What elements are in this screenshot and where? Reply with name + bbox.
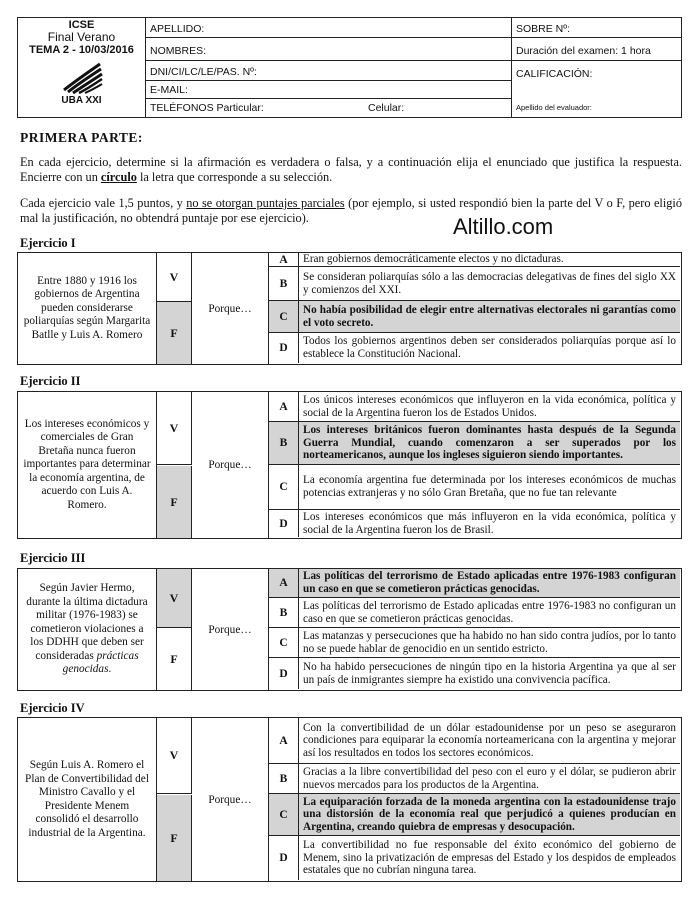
option-letter: D: [269, 510, 299, 537]
option-d[interactable]: [269, 658, 680, 689]
uba-xxi-logo-icon: [60, 60, 104, 94]
option-letter: A: [269, 718, 299, 763]
option-text-content: Se consideran poliarquías sólo a las democracias delegativas de fines del siglo XX y comienzos del XXI.: [303, 270, 676, 296]
section-title: PRIMERA PARTE:: [20, 130, 143, 145]
evaluador-field[interactable]: [512, 102, 681, 114]
option-text: [303, 510, 676, 537]
false-option[interactable]: [157, 628, 192, 690]
exam-header: [17, 17, 682, 118]
option-a[interactable]: [269, 718, 680, 764]
exercise-title: Ejercicio II: [20, 374, 81, 388]
option-d[interactable]: [269, 510, 680, 537]
option-d[interactable]: [269, 836, 680, 880]
false-label: F: [170, 830, 178, 845]
option-letter: D: [269, 836, 299, 880]
logo-label: UBA XXI: [61, 95, 102, 106]
email-label: E-MAIL:: [150, 84, 188, 96]
option-text-content: No ha habido persecuciones de ningún tipo en la historia Argentina ya que al ser un país de inmigrantes siempre ha existido una convivencia pacífica.: [303, 660, 676, 686]
option-c[interactable]: [269, 628, 680, 658]
option-letter: C: [269, 465, 299, 509]
instr-text: En cada ejercicio, determine si la afirmación es verdadera o falsa, y a continuación elija el enunciado que justifica la respuesta. Encierre con un: [20, 155, 682, 184]
option-letter: C: [269, 794, 299, 835]
watermark: Altillo.com: [453, 214, 554, 239]
option-text-content: Todos los gobiernos argentinos deben ser considerados poliarquías porque así lo establece la Constitución Nacional.: [303, 335, 676, 360]
statement-italic: prácticas genocidas: [62, 649, 139, 676]
porque-label: Porque…: [192, 392, 269, 538]
instr-text: la letra que corresponde a su selección.: [136, 169, 333, 184]
option-text-content: Las políticas del terrorismo de Estado aplicadas entre 1976-1983 no configuran un caso en que se cometieron prácticas genocidas.: [303, 599, 676, 625]
option-c[interactable]: [269, 301, 680, 333]
evaluador-label: Apellido del evaluador:: [516, 103, 592, 112]
option-b[interactable]: [269, 764, 680, 794]
apellido-field[interactable]: [146, 18, 511, 38]
telefono-label: TELÉFONOS Particular:: [150, 102, 264, 114]
option-letter: A: [269, 253, 299, 266]
telefonos-field[interactable]: [146, 99, 511, 117]
option-text: [303, 422, 676, 464]
instr-underline: círculo: [100, 169, 137, 184]
exercise-statement: [18, 569, 157, 690]
option-letter: C: [269, 628, 299, 657]
option-text-content: La convertibilidad no fue responsable del éxito económico del gobierno de Menem, sino la privatización de empresas del Estado y los despidos de empleados estatales que no cubrían ninguna tarea.: [303, 839, 676, 877]
porque-label: Porque…: [192, 253, 269, 364]
apellido-label: APELLIDO:: [150, 23, 205, 35]
student-fields: [146, 18, 512, 117]
option-c[interactable]: [269, 465, 680, 510]
porque-label: Porque…: [192, 718, 269, 881]
option-d[interactable]: [269, 333, 680, 363]
calificacion-field[interactable]: [512, 64, 681, 84]
exercise-statement: Según Luis A. Romero el Plan de Convertibilidad del Ministro Cavallo y el Presidente Menem consolidó el desarrollo industrial de la Argentina.: [18, 718, 157, 881]
option-text-content: No había posibilidad de elegir entre alternativas electorales ni garantías como el voto secreto.: [303, 303, 676, 329]
option-text: [303, 253, 676, 266]
option-b[interactable]: [269, 267, 680, 301]
option-text: [303, 836, 676, 880]
option-text-content: La economía argentina fue determinada por los intereses económicos de muchas potencias extranjeras y no sólo Gran Bretaña, que no fue tan relevante: [303, 474, 676, 499]
option-b[interactable]: [269, 422, 680, 465]
option-text-content: Con la convertibilidad de un dólar estadounidense por un peso se aseguraron condiciones para equiparar la economía norteamericana con la argentina y mejorar así los resultados en todos los sectores económicos.: [303, 721, 676, 759]
instructions-paragraph-1: [20, 155, 682, 184]
nombres-field[interactable]: [146, 38, 511, 61]
option-letter: D: [269, 658, 299, 689]
exam-theme-date: TEMA 2 - 10/03/2016: [29, 44, 134, 56]
exercise-4: [17, 717, 682, 882]
true-label: V: [169, 420, 179, 435]
exam-type: Final Verano: [47, 30, 116, 44]
exercise-3: [17, 568, 682, 691]
option-c[interactable]: [269, 794, 680, 836]
exercise-1: [17, 252, 682, 365]
exercise-statement: Los intereses económicos y comerciales de Gran Bretaña nunca fueron importantes para determinar la economía argentina, de acuerdo con Luis A. Romero.: [18, 392, 157, 538]
true-label: V: [169, 590, 179, 605]
email-field[interactable]: [146, 81, 511, 99]
header-institution: [18, 18, 146, 117]
option-letter: B: [269, 764, 299, 793]
option-text: [303, 267, 676, 300]
option-text-content: Las políticas del terrorismo de Estado aplicadas entre 1976-1983 configuran un caso en que se cometieron prácticas genocidas.: [303, 570, 676, 595]
option-text-content: Las matanzas y persecuciones que ha habido no han sido contra judíos, por lo tanto no se puede hablar de genocidio en un sentido estricto.: [303, 629, 676, 655]
option-text-content: Los únicos intereses económicos que influyeron en la vida económica, política y social de la Argentina fueron los de Estados Unidos.: [303, 393, 676, 419]
nombres-label: NOMBRES:: [150, 45, 207, 57]
option-text-content: Gracias a la libre convertibilidad del peso con el euro y el dólar, se pudieron abrir nuevos mercados para los productos de la Argentina.: [303, 765, 676, 791]
option-text: [303, 794, 676, 835]
option-text: [303, 569, 676, 597]
calificacion-label: CALIFICACIÓN:: [516, 68, 593, 80]
statement-text: [23, 582, 151, 677]
false-option[interactable]: [157, 795, 192, 881]
option-a[interactable]: [269, 392, 680, 422]
false-label: F: [170, 494, 178, 509]
false-label: F: [170, 325, 178, 340]
exercise-statement: Entre 1880 y 1916 los gobiernos de Argentina pueden considerarse poliarquías según Margarita Batlle y Luis A. Romero: [18, 253, 157, 364]
option-b[interactable]: [269, 598, 680, 628]
instr-text: Cada ejercicio vale 1,5 puntos, y: [20, 196, 187, 210]
false-label: F: [170, 651, 178, 666]
true-option[interactable]: [157, 569, 192, 628]
option-text: [303, 658, 676, 689]
dni-field[interactable]: [146, 61, 511, 81]
false-option[interactable]: [157, 302, 192, 364]
false-option[interactable]: [157, 466, 192, 538]
exercise-title: Ejercicio III: [20, 551, 86, 565]
duracion-text: [512, 38, 681, 61]
sobre-label: SOBRE Nº:: [516, 23, 571, 35]
option-letter: A: [269, 569, 299, 597]
exam-admin-fields: [512, 18, 681, 117]
option-text: [303, 465, 676, 509]
option-text: [303, 764, 676, 793]
true-label: V: [169, 269, 179, 284]
option-text-content: La equiparación forzada de la moneda argentina con la estadounidense trajo una distorsión de la economía real que perjudicó a quienes producían en Argentina, creando quiebra de empresas y desocupación.: [303, 795, 676, 833]
sobre-field[interactable]: [512, 18, 681, 38]
option-text: [303, 392, 676, 421]
course-name: ICSE: [68, 19, 95, 31]
option-letter: B: [269, 598, 299, 627]
dni-label: DNI/CI/LC/LE/PAS. Nº:: [150, 66, 257, 78]
true-option[interactable]: [157, 718, 192, 794]
true-option[interactable]: [157, 392, 192, 465]
true-option[interactable]: [157, 253, 192, 302]
exercise-title: Ejercicio I: [20, 236, 76, 250]
statement-part: Según Javier Hermo, durante la última dictadura militar (1976-1983) se cometieron violaciones a los DDHH que deben ser consideradas: [26, 582, 148, 662]
instr-text: (por ejemplo, si usted respondió bien la parte del V o F, pero eligió mal la justificación, no obtendrá puntaje por ese ejercicio).: [20, 196, 682, 225]
option-text: [303, 718, 676, 763]
option-text: [303, 301, 676, 332]
exercise-2: [17, 391, 682, 539]
statement-part: .: [108, 663, 112, 676]
option-text: [303, 628, 676, 657]
option-letter: C: [269, 301, 299, 332]
duracion-label: Duración del examen: 1 hora: [516, 45, 651, 57]
true-label: V: [169, 748, 179, 762]
option-a[interactable]: [269, 253, 680, 267]
option-text-content: Los intereses británicos fueron dominantes hasta después de la Segunda Guerra Mundial, cuando comenzaron a ser superados por los norteamericanos, aunque los ingleses siguieron siendo importantes.: [303, 424, 676, 462]
instr-underline: no se otorgan puntajes parciales: [186, 196, 345, 210]
porque-label: Porque…: [192, 569, 269, 690]
option-text-content: Eran gobiernos democráticamente electos y no dictaduras.: [303, 253, 564, 266]
option-letter: D: [269, 333, 299, 363]
exercise-title: Ejercicio IV: [20, 701, 85, 715]
option-a[interactable]: [269, 569, 680, 598]
option-letter: B: [269, 267, 299, 300]
option-letter: A: [269, 392, 299, 421]
option-text: [303, 333, 676, 363]
celular-label: Celular:: [368, 102, 405, 114]
option-text-content: Los intereses económicos que más influyeron en la vida económica, política y social de la Argentina fueron los de Brasil.: [303, 510, 676, 536]
option-letter: B: [269, 422, 299, 464]
instructions-paragraph-2: [20, 196, 682, 225]
option-text: [303, 598, 676, 627]
